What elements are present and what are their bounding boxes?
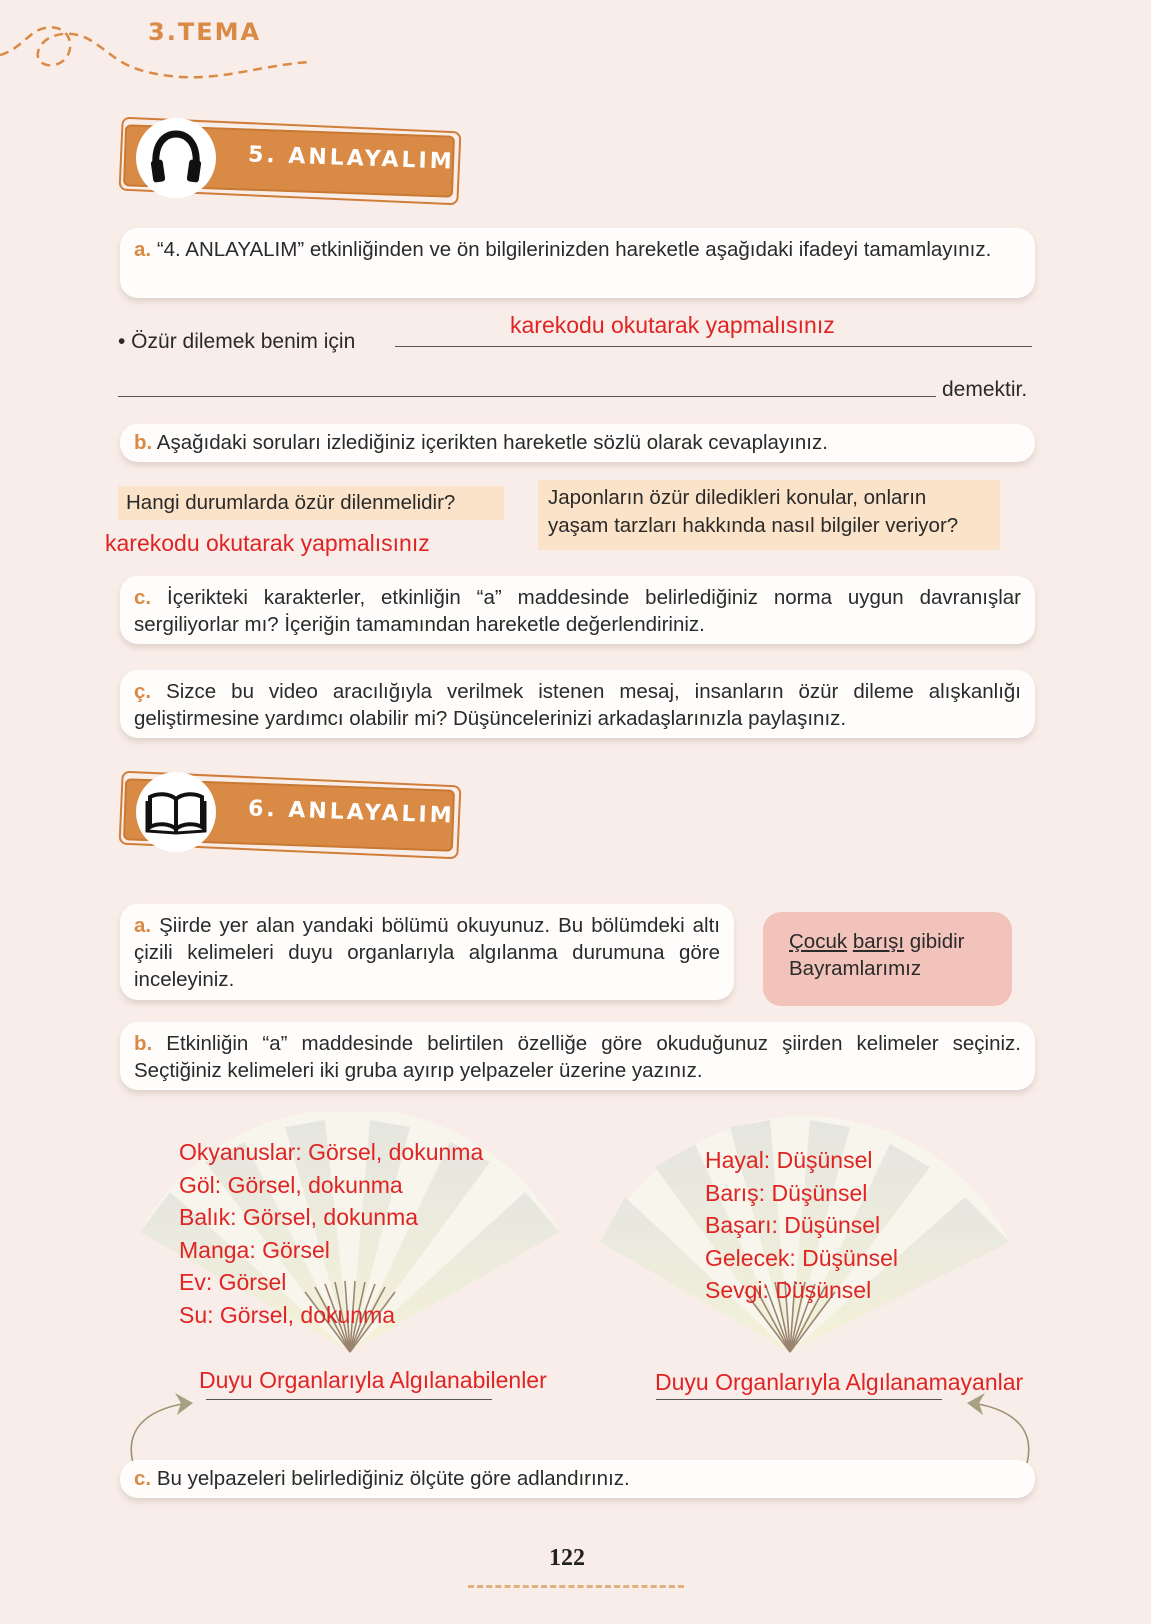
section-6-a-instruction <box>120 904 734 1000</box>
fan-right-word-list <box>705 1144 898 1307</box>
section-5-banner <box>120 118 460 198</box>
fan-word: Barış: Düşünsel <box>705 1179 868 1206</box>
instruction-text: Bu yelpazeleri belirlediğiniz ölçüte göre adlandırınız. <box>156 1467 630 1490</box>
answer-text: karekodu okutarak yapmalısınız <box>510 312 835 338</box>
fan-word: Gelecek: Düşünsel <box>705 1244 899 1271</box>
section-6-banner <box>120 772 460 852</box>
poem-excerpt-box <box>763 912 1012 1006</box>
answer-line-1[interactable] <box>395 346 1032 347</box>
headphones-icon <box>136 118 216 198</box>
instruction-text: Sizce bu video aracılığıyla verilmek istenen mesaj, insanların özür dileme alışkanlığı geliştirmesine yardımcı olabilir mi? Düşüncelerinizi arkadaşlarınızla paylaşınız. <box>134 680 1021 730</box>
page-number: 122 <box>549 1545 585 1571</box>
question-box-2: Japonların özür diledikleri konular, onların yaşam tarzları hakkında nasıl bilgiler veriyor? <box>538 480 1000 550</box>
fan-word: Okyanuslar: Görsel, dokunma <box>179 1139 484 1165</box>
fan-right-label-line[interactable] <box>656 1399 942 1400</box>
completion-prompt: • Özür dilemek benim için <box>118 330 356 353</box>
item-letter: a. <box>134 914 152 937</box>
section-5-c-instruction <box>120 576 1035 644</box>
curved-arrow-left-icon <box>125 1385 205 1465</box>
section-6-b-instruction <box>120 1022 1035 1090</box>
curved-arrow-right-icon <box>955 1385 1035 1465</box>
fan-word: Başarı: Düşünsel <box>705 1212 881 1238</box>
instruction-text: Etkinliğin “a” maddesinde belirtilen özelliğe göre okuduğunuz şiirden kelimeler seçiniz. Seçtiğiniz kelimeleri iki gruba ayırıp yelpazeler üzerine yazınız. <box>134 1032 1021 1082</box>
fan-left-label-line[interactable] <box>206 1399 492 1400</box>
fan-right-label: Duyu Organlarıyla Algılanamayanlar <box>655 1369 1024 1395</box>
question-box-1: Hangi durumlarda özür dilenmelidir? <box>118 486 504 520</box>
poem-text: Bayramlarımız <box>789 957 922 980</box>
instruction-text: Aşağıdaki soruları izlediğiniz içerikten hareketle sözlü olarak cevaplayınız. <box>156 431 828 454</box>
fan-word: Hayal: Düşünsel <box>705 1147 873 1173</box>
underlined-word: Çocuk <box>789 930 848 953</box>
open-book-icon <box>136 772 216 852</box>
section-5-b-instruction <box>120 424 1035 462</box>
item-letter: b. <box>134 1032 153 1055</box>
fan-word: Göl: Görsel, dokunma <box>179 1171 403 1198</box>
poem-text: gibidir <box>909 930 965 953</box>
item-letter: a. <box>134 238 152 261</box>
section-5-cc-instruction <box>120 670 1035 738</box>
theme-title: 3.TEMA <box>148 18 262 46</box>
instruction-text: Şiirde yer alan yandaki bölümü okuyunuz. Bu bölümdeki altı çizili kelimeleri duyu organlarıyla algılanma durumuna göre inceleyiniz. <box>134 914 721 991</box>
item-letter: b. <box>134 431 153 454</box>
fan-left-label: Duyu Organlarıyla Algılanabilenler <box>199 1367 547 1393</box>
answer-text: karekodu okutarak yapmalısınız <box>105 530 430 556</box>
fan-word: Manga: Görsel <box>179 1236 330 1263</box>
underlined-word: barışı <box>852 930 905 953</box>
section-6-c-instruction <box>120 1460 1035 1498</box>
item-letter: ç. <box>134 680 152 703</box>
section-6-title: 6. ANLAYALIM <box>247 796 456 829</box>
footer-dashed-decoration <box>468 1585 684 1588</box>
item-letter: c. <box>134 1467 152 1490</box>
completion-suffix: demektir. <box>942 378 1028 401</box>
fan-word: Sevgi: Düşünsel <box>705 1277 872 1303</box>
fan-word: Ev: Görsel <box>179 1269 287 1295</box>
item-letter: c. <box>134 586 152 609</box>
section-5-a-instruction <box>120 228 1035 298</box>
instruction-text: “4. ANLAYALIM” etkinliğinden ve ön bilgilerinizden hareketle aşağıdaki ifadeyi tamamlayınız. <box>156 238 992 261</box>
fan-word: Su: Görsel, dokunma <box>179 1301 396 1328</box>
answer-line-2[interactable] <box>118 396 936 397</box>
section-5-title: 5. ANLAYALIM <box>247 142 456 175</box>
fan-left-word-list <box>179 1136 483 1331</box>
fan-word: Balık: Görsel, dokunma <box>179 1204 419 1230</box>
instruction-text: İçerikteki karakterler, etkinliğin “a” maddesinde belirlediğiniz norma uygun davranışlar sergiliyorlar mı? İçeriğin tamamından hareketle değerlendiriniz. <box>134 586 1021 636</box>
